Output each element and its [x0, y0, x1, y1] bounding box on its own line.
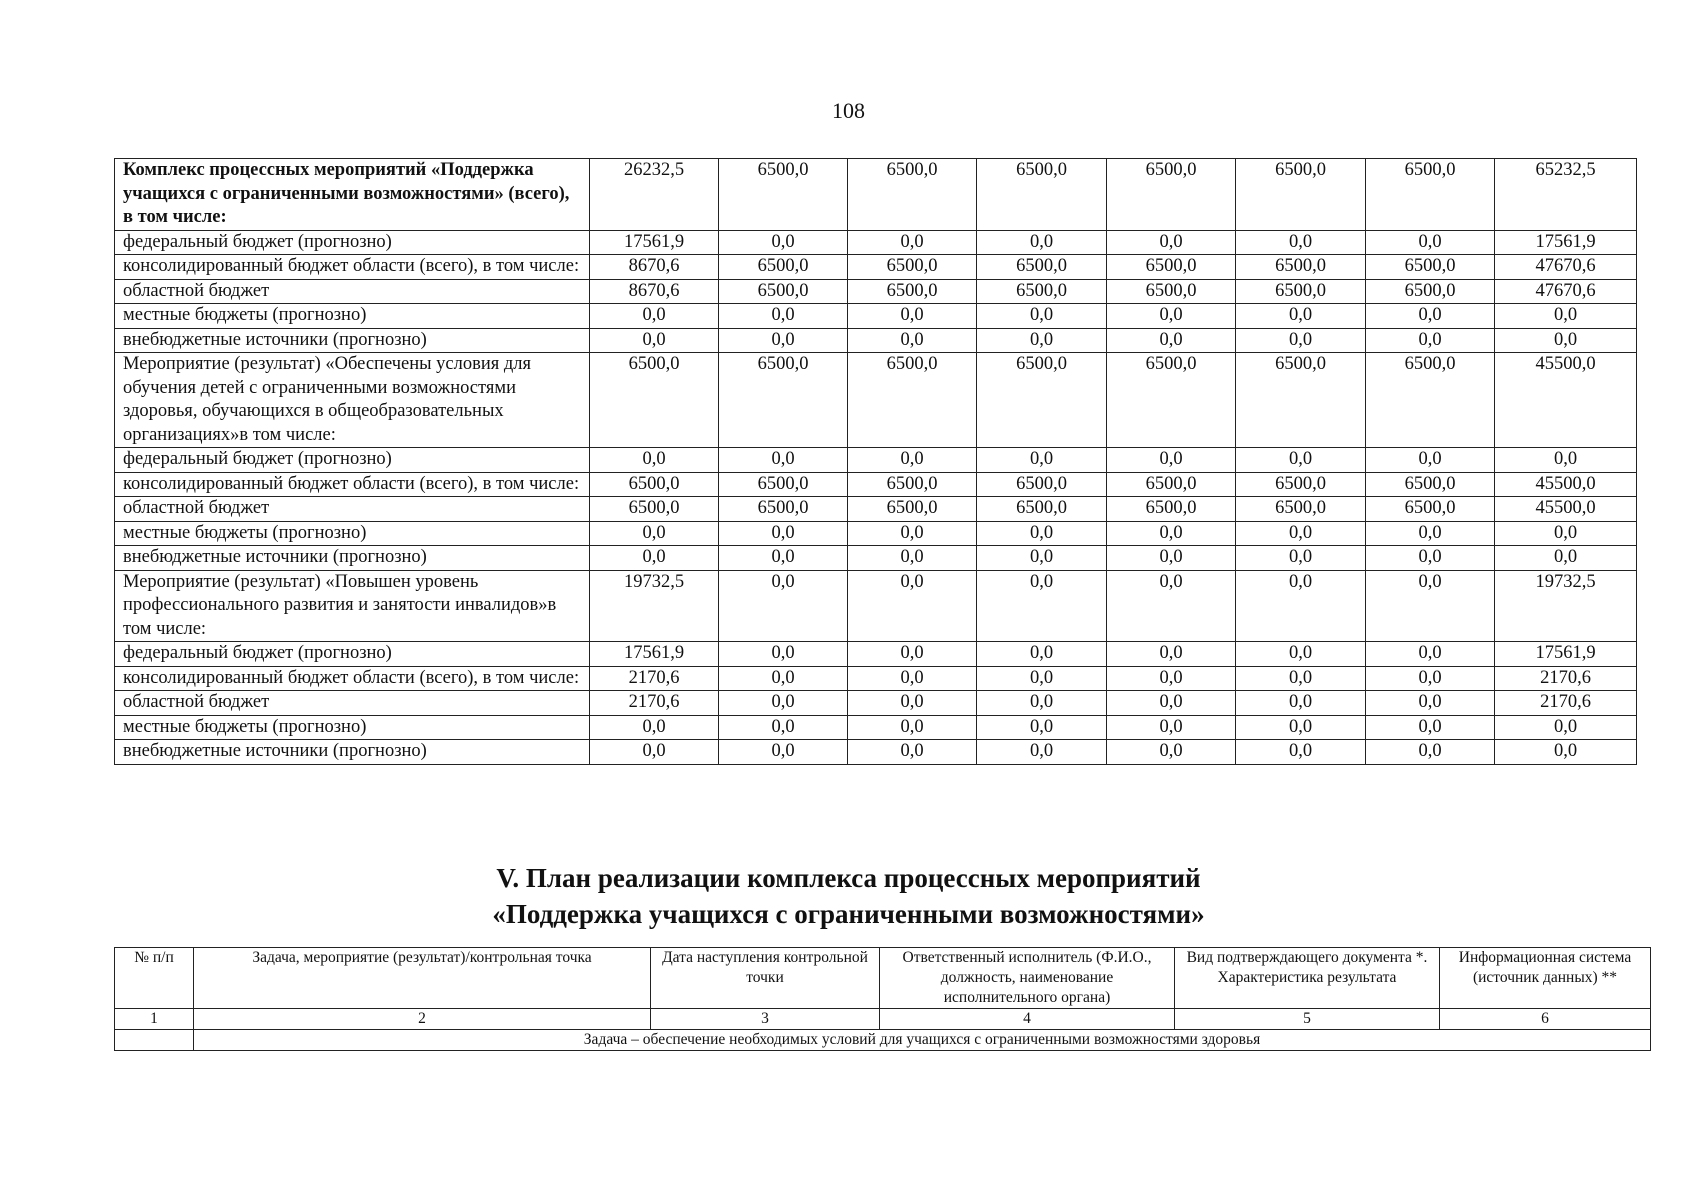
budget-value-cell: 0,0 [1495, 740, 1637, 765]
budget-value-cell: 0,0 [1236, 740, 1366, 765]
budget-value-cell: 0,0 [848, 642, 977, 667]
budget-value-cell: 0,0 [977, 642, 1107, 667]
budget-value-cell: 0,0 [1107, 570, 1236, 642]
budget-row-label: консолидированный бюджет области (всего), в том числе: [115, 666, 590, 691]
budget-row-label: внебюджетные источники (прогнозно) [115, 546, 590, 571]
budget-value-cell: 0,0 [719, 230, 848, 255]
budget-row-label: федеральный бюджет (прогнозно) [115, 642, 590, 667]
budget-value-cell: 0,0 [1366, 570, 1495, 642]
header-info-system: Информационная система (источник данных) ** [1440, 948, 1651, 1009]
budget-value-cell: 6500,0 [1236, 255, 1366, 280]
budget-value-cell: 17561,9 [1495, 230, 1637, 255]
budget-value-cell: 0,0 [590, 448, 719, 473]
budget-row-label: федеральный бюджет (прогнозно) [115, 448, 590, 473]
budget-value-cell: 19732,5 [590, 570, 719, 642]
budget-value-cell: 45500,0 [1495, 497, 1637, 522]
budget-value-cell: 0,0 [977, 666, 1107, 691]
budget-row-label: местные бюджеты (прогнозно) [115, 304, 590, 329]
section-title-line-1: V. План реализации комплекса процессных мероприятий [496, 863, 1201, 893]
budget-row [115, 472, 1637, 497]
budget-value-cell: 6500,0 [1366, 159, 1495, 231]
budget-value-cell: 0,0 [848, 521, 977, 546]
budget-value-cell: 0,0 [848, 691, 977, 716]
budget-value-cell: 6500,0 [719, 497, 848, 522]
budget-value-cell: 6500,0 [1107, 159, 1236, 231]
budget-value-cell: 0,0 [719, 570, 848, 642]
budget-row-label: Мероприятие (результат) «Обеспечены условия для обучения детей с ограниченными возможностями здоровья, обучающихся в общеобразовательных организациях»в том числе: [115, 353, 590, 448]
budget-value-cell: 6500,0 [977, 255, 1107, 280]
budget-row [115, 642, 1637, 667]
budget-table [114, 158, 1637, 765]
budget-value-cell: 0,0 [590, 715, 719, 740]
budget-value-cell: 0,0 [977, 715, 1107, 740]
section-title [0, 860, 1697, 932]
budget-value-cell: 0,0 [848, 448, 977, 473]
budget-value-cell: 0,0 [977, 570, 1107, 642]
budget-value-cell: 6500,0 [590, 472, 719, 497]
budget-row-label: консолидированный бюджет области (всего), в том числе: [115, 255, 590, 280]
budget-value-cell: 0,0 [848, 715, 977, 740]
budget-row [115, 279, 1637, 304]
budget-value-cell: 0,0 [719, 328, 848, 353]
task-description: Задача – обеспечение необходимых условий для учащихся с ограниченными возможностями здоровья [194, 1030, 1651, 1051]
budget-row [115, 691, 1637, 716]
budget-value-cell: 0,0 [719, 740, 848, 765]
budget-value-cell: 2170,6 [590, 691, 719, 716]
budget-value-cell: 0,0 [719, 521, 848, 546]
budget-value-cell: 45500,0 [1495, 472, 1637, 497]
budget-row-label: консолидированный бюджет области (всего), в том числе: [115, 472, 590, 497]
budget-value-cell: 0,0 [1236, 304, 1366, 329]
budget-row [115, 570, 1637, 642]
budget-value-cell: 6500,0 [590, 497, 719, 522]
budget-value-cell: 6500,0 [1366, 497, 1495, 522]
budget-value-cell: 6500,0 [1107, 497, 1236, 522]
plan-table [114, 947, 1651, 1051]
budget-value-cell: 6500,0 [1236, 159, 1366, 231]
budget-value-cell: 6500,0 [848, 255, 977, 280]
budget-value-cell: 6500,0 [719, 279, 848, 304]
budget-value-cell: 0,0 [977, 328, 1107, 353]
budget-value-cell: 6500,0 [977, 472, 1107, 497]
budget-row-label: Комплекс процессных мероприятий «Поддержка учащихся с ограниченными возможностями» (всего), в том числе: [115, 159, 590, 231]
budget-value-cell: 6500,0 [977, 497, 1107, 522]
budget-value-cell: 6500,0 [977, 353, 1107, 448]
budget-value-cell: 0,0 [1236, 448, 1366, 473]
budget-value-cell: 0,0 [848, 230, 977, 255]
budget-value-cell: 0,0 [1236, 521, 1366, 546]
header-document: Вид подтверждающего документа *. Характеристика результата [1175, 948, 1440, 1009]
budget-value-cell: 0,0 [1107, 546, 1236, 571]
budget-value-cell: 0,0 [1366, 666, 1495, 691]
budget-row-label: областной бюджет [115, 279, 590, 304]
budget-value-cell: 0,0 [848, 304, 977, 329]
budget-value-cell: 6500,0 [1366, 255, 1495, 280]
budget-value-cell: 0,0 [1107, 666, 1236, 691]
budget-value-cell: 6500,0 [1366, 353, 1495, 448]
budget-value-cell: 0,0 [1107, 691, 1236, 716]
column-number: 3 [651, 1009, 880, 1030]
budget-value-cell: 6500,0 [1107, 255, 1236, 280]
budget-value-cell: 2170,6 [1495, 691, 1637, 716]
budget-value-cell: 17561,9 [590, 642, 719, 667]
header-date: Дата наступления контрольной точки [651, 948, 880, 1009]
header-responsible: Ответственный исполнитель (Ф.И.О., должность, наименование исполнительного органа) [880, 948, 1175, 1009]
budget-value-cell: 6500,0 [590, 353, 719, 448]
budget-value-cell: 0,0 [977, 546, 1107, 571]
budget-value-cell: 6500,0 [848, 279, 977, 304]
budget-value-cell: 8670,6 [590, 279, 719, 304]
budget-row [115, 159, 1637, 231]
budget-value-cell: 0,0 [977, 691, 1107, 716]
budget-value-cell: 0,0 [719, 642, 848, 667]
budget-row-label: областной бюджет [115, 691, 590, 716]
budget-value-cell: 0,0 [1107, 230, 1236, 255]
budget-value-cell: 17561,9 [1495, 642, 1637, 667]
budget-value-cell: 6500,0 [1236, 279, 1366, 304]
budget-row [115, 304, 1637, 329]
budget-value-cell: 0,0 [1495, 304, 1637, 329]
budget-value-cell: 6500,0 [1107, 279, 1236, 304]
budget-row-label: местные бюджеты (прогнозно) [115, 521, 590, 546]
budget-value-cell: 19732,5 [1495, 570, 1637, 642]
budget-row-label: внебюджетные источники (прогнозно) [115, 740, 590, 765]
budget-value-cell: 0,0 [1107, 328, 1236, 353]
budget-value-cell: 6500,0 [977, 159, 1107, 231]
budget-value-cell: 8670,6 [590, 255, 719, 280]
budget-row [115, 328, 1637, 353]
budget-row [115, 353, 1637, 448]
budget-value-cell: 0,0 [1366, 230, 1495, 255]
budget-value-cell: 0,0 [719, 715, 848, 740]
budget-value-cell: 6500,0 [848, 472, 977, 497]
budget-value-cell: 0,0 [719, 691, 848, 716]
header-number: № п/п [115, 948, 194, 1009]
budget-row [115, 546, 1637, 571]
budget-value-cell: 6500,0 [719, 255, 848, 280]
budget-value-cell: 0,0 [590, 546, 719, 571]
budget-value-cell: 6500,0 [1236, 497, 1366, 522]
budget-value-cell: 0,0 [719, 666, 848, 691]
plan-table-task-row [115, 1030, 1651, 1051]
budget-value-cell: 0,0 [977, 521, 1107, 546]
budget-value-cell: 0,0 [848, 546, 977, 571]
budget-value-cell: 0,0 [1236, 666, 1366, 691]
budget-row-label: областной бюджет [115, 497, 590, 522]
budget-row-label: местные бюджеты (прогнозно) [115, 715, 590, 740]
budget-value-cell: 0,0 [1236, 691, 1366, 716]
budget-value-cell: 6500,0 [848, 497, 977, 522]
budget-value-cell: 6500,0 [719, 159, 848, 231]
budget-value-cell: 6500,0 [1236, 353, 1366, 448]
task-number-cell [115, 1030, 194, 1051]
budget-row [115, 255, 1637, 280]
column-number: 4 [880, 1009, 1175, 1030]
budget-value-cell: 26232,5 [590, 159, 719, 231]
budget-value-cell: 2170,6 [590, 666, 719, 691]
budget-value-cell: 0,0 [1366, 304, 1495, 329]
budget-value-cell: 0,0 [1107, 448, 1236, 473]
budget-row-label: Мероприятие (результат) «Повышен уровень профессионального развития и занятости инвалидов»в том числе: [115, 570, 590, 642]
budget-value-cell: 0,0 [848, 740, 977, 765]
budget-value-cell: 0,0 [719, 448, 848, 473]
budget-value-cell: 45500,0 [1495, 353, 1637, 448]
budget-value-cell: 6500,0 [1107, 353, 1236, 448]
budget-value-cell: 0,0 [719, 546, 848, 571]
budget-row [115, 230, 1637, 255]
budget-row [115, 521, 1637, 546]
budget-value-cell: 0,0 [1236, 230, 1366, 255]
budget-value-cell: 6500,0 [848, 353, 977, 448]
budget-value-cell: 6500,0 [1366, 279, 1495, 304]
budget-value-cell: 0,0 [1366, 691, 1495, 716]
header-task: Задача, мероприятие (результат)/контрольная точка [194, 948, 651, 1009]
budget-value-cell: 6500,0 [977, 279, 1107, 304]
budget-value-cell: 0,0 [590, 328, 719, 353]
budget-value-cell: 6500,0 [1107, 472, 1236, 497]
plan-table-number-row [115, 1009, 1651, 1030]
budget-value-cell: 0,0 [1236, 328, 1366, 353]
budget-value-cell: 0,0 [1495, 715, 1637, 740]
budget-value-cell: 0,0 [1495, 546, 1637, 571]
column-number: 6 [1440, 1009, 1651, 1030]
budget-row [115, 666, 1637, 691]
plan-table-header-row [115, 948, 1651, 1009]
column-number: 1 [115, 1009, 194, 1030]
budget-value-cell: 0,0 [977, 448, 1107, 473]
budget-value-cell: 17561,9 [590, 230, 719, 255]
budget-value-cell: 0,0 [1107, 521, 1236, 546]
budget-table-body [115, 159, 1637, 765]
budget-value-cell: 0,0 [1495, 448, 1637, 473]
budget-value-cell: 0,0 [1236, 546, 1366, 571]
budget-row [115, 715, 1637, 740]
section-title-line-2: «Поддержка учащихся с ограниченными возможностями» [492, 899, 1205, 929]
budget-row [115, 740, 1637, 765]
budget-value-cell: 0,0 [1236, 570, 1366, 642]
budget-row [115, 448, 1637, 473]
budget-value-cell: 0,0 [1107, 740, 1236, 765]
budget-value-cell: 0,0 [1495, 521, 1637, 546]
budget-value-cell: 0,0 [977, 304, 1107, 329]
column-number: 5 [1175, 1009, 1440, 1030]
budget-value-cell: 0,0 [590, 304, 719, 329]
budget-row [115, 497, 1637, 522]
budget-value-cell: 47670,6 [1495, 255, 1637, 280]
budget-value-cell: 0,0 [1366, 740, 1495, 765]
budget-value-cell: 0,0 [977, 740, 1107, 765]
budget-value-cell: 0,0 [1107, 304, 1236, 329]
budget-value-cell: 0,0 [848, 666, 977, 691]
budget-value-cell: 0,0 [1236, 715, 1366, 740]
budget-value-cell: 6500,0 [719, 472, 848, 497]
budget-value-cell: 0,0 [1366, 715, 1495, 740]
budget-row-label: федеральный бюджет (прогнозно) [115, 230, 590, 255]
budget-value-cell: 6500,0 [1236, 472, 1366, 497]
budget-value-cell: 0,0 [590, 521, 719, 546]
budget-value-cell: 65232,5 [1495, 159, 1637, 231]
budget-value-cell: 0,0 [1107, 715, 1236, 740]
budget-value-cell: 0,0 [1107, 642, 1236, 667]
budget-value-cell: 0,0 [590, 740, 719, 765]
budget-value-cell: 0,0 [848, 328, 977, 353]
budget-value-cell: 0,0 [1366, 328, 1495, 353]
budget-value-cell: 47670,6 [1495, 279, 1637, 304]
budget-value-cell: 0,0 [1366, 642, 1495, 667]
column-number: 2 [194, 1009, 651, 1030]
budget-value-cell: 2170,6 [1495, 666, 1637, 691]
budget-value-cell: 0,0 [977, 230, 1107, 255]
budget-value-cell: 0,0 [848, 570, 977, 642]
budget-value-cell: 0,0 [1366, 448, 1495, 473]
budget-row-label: внебюджетные источники (прогнозно) [115, 328, 590, 353]
budget-value-cell: 0,0 [1366, 521, 1495, 546]
page-number: 108 [832, 98, 865, 123]
budget-value-cell: 6500,0 [848, 159, 977, 231]
budget-value-cell: 6500,0 [1366, 472, 1495, 497]
budget-value-cell: 0,0 [1366, 546, 1495, 571]
budget-value-cell: 0,0 [1236, 642, 1366, 667]
budget-value-cell: 6500,0 [719, 353, 848, 448]
budget-value-cell: 0,0 [719, 304, 848, 329]
budget-value-cell: 0,0 [1495, 328, 1637, 353]
